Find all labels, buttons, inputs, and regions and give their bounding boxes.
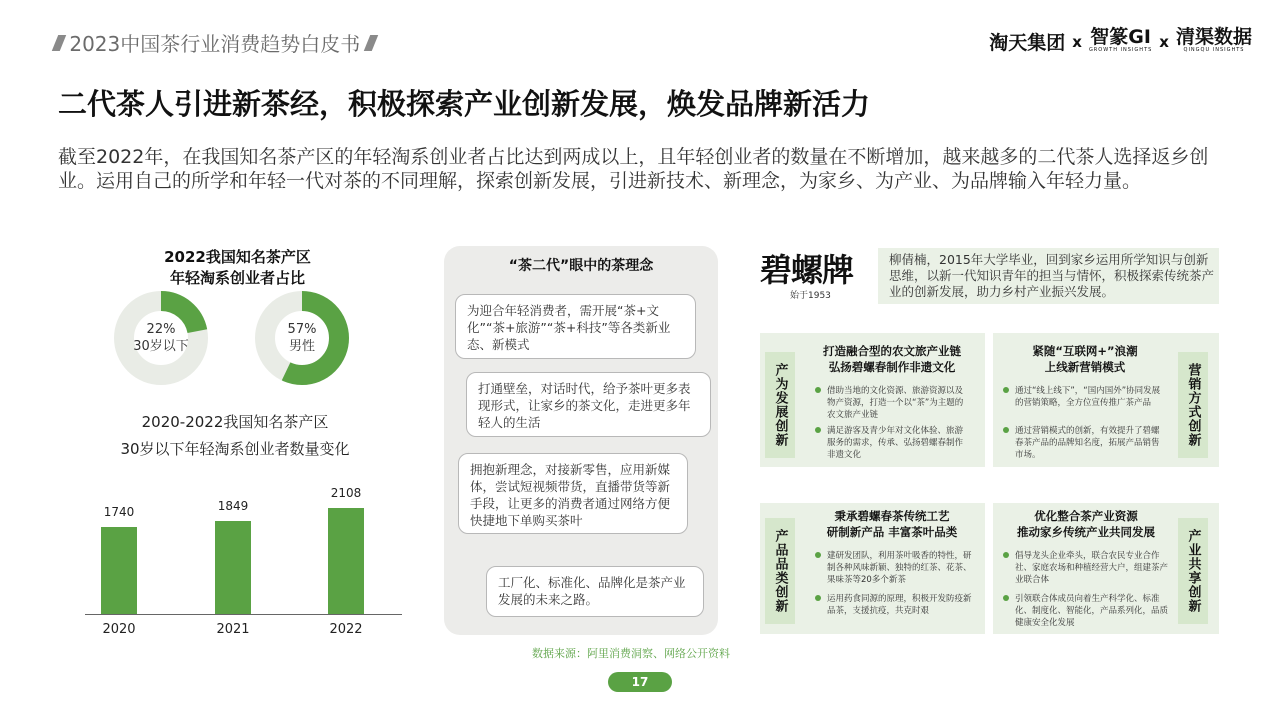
brand-logos (989, 27, 1252, 53)
bullet-dot-icon (1003, 595, 1009, 601)
donut-gender-label: 57% 男性 (287, 322, 317, 354)
panel-title: “茶二代”眼中的茶理念 (508, 258, 654, 274)
card-bullet: 运用药食同源的原理，积极开发防疫新品茶，支援抗疫，共克时艰 (815, 593, 975, 617)
profile-text: 柳倩楠，2015年大学毕业，回到家乡运用所学知识与创新思维，以新一代知识青年的担当与情怀，积极探索传统茶产业的创新发展，助力乡村产业振兴发展。 (889, 252, 1215, 299)
bullet-dot-icon (815, 387, 821, 393)
bar-category-label: 2021 (216, 622, 250, 637)
report-title-text: 2023中国茶行业消费趋势白皮书 (69, 32, 361, 56)
bar-chart-baseline (85, 614, 402, 615)
bar-value-label: 1849 (217, 499, 249, 513)
brand-zhizhuan: 智篆GI GROWTH INSIGHTS (1088, 26, 1153, 53)
bullet-dot-icon (1003, 387, 1009, 393)
brand-qingqu: 清渠数据 QINGQU INSIGHTS (1175, 26, 1252, 53)
card-title-product: 秉承碧螺春茶传统工艺 研制新产品 丰富茶叶品类 (826, 509, 958, 539)
bullet-dot-icon (815, 427, 821, 433)
card-bullet: 借助当地的文化资源、旅游资源以及物产资源，打造一个以“茶”为主题的农文旅产业链 (815, 385, 970, 421)
report-title (55, 28, 375, 57)
bar-2021 (215, 521, 251, 614)
card-bullet: 通过“线上线下”，“国内国外”协同发展的营销策略，全方位宣传推广茶产品 (1003, 385, 1163, 409)
slash-decoration-right (363, 35, 377, 51)
bar-value-label: 1740 (103, 505, 135, 519)
card-label-industry: 产业共享创新 (1178, 518, 1208, 624)
concept-box-1: 为迎合年轻消费者，需开展“茶+文化”“茶+旅游”“茶+科技”等各类新业态、新模式 (455, 294, 696, 359)
bullet-dot-icon (815, 552, 821, 558)
page-headline: 二代茶人引进新茶经，积极探索产业创新发展，焕发品牌新活力 (58, 87, 871, 121)
brand-separator: x (1072, 33, 1082, 51)
bar-value-label: 2108 (330, 486, 362, 500)
brand-taotian: 淘天集团 (989, 32, 1066, 54)
intro-paragraph: 截至2022年，在我国知名茶产区的年轻淘系创业者占比达到两成以上，且年轻创业者的数量在不断增加，越来越多的二代茶人选择返乡创业。运用自己的所学和年轻一代对茶的不同理解，探索创新发展，引进新技术、新理念，为家乡、为产业、为品牌输入年轻力量。 (58, 146, 1209, 192)
card-title-culture: 打造融合型的农文旅产业链 弘扬碧螺春制作非遗文化 (823, 344, 961, 374)
bar-chart-title: 2020-2022我国知名茶产区 30岁以下年轻淘系创业者数量变化 (120, 413, 350, 458)
concept-box-4: 工厂化、标准化、品牌化是茶产业发展的未来之路。 (486, 566, 704, 617)
donut-age-label: 22% 30岁以下 (133, 322, 189, 354)
card-bullet: 引领联合体成员向着生产科学化、标准化、制度化、智能化，产品系列化，品质健康安全化发展 (1003, 593, 1171, 629)
bar-2022 (328, 508, 364, 614)
card-title-industry: 优化整合茶产业资源 推动家乡传统产业共同发展 (1017, 509, 1155, 539)
card-bullet: 倡导龙头企业牵头，联合农民专业合作社、家庭农场和种植经营大户，组建茶产业联合体 (1003, 550, 1171, 586)
tea-concept-panel (444, 246, 718, 635)
card-bullet: 通过营销模式的创新，有效提升了碧螺春茶产品的品牌知名度，拓展产品销售市场。 (1003, 425, 1163, 461)
bar-category-label: 2020 (102, 622, 136, 637)
bullet-dot-icon (1003, 427, 1009, 433)
brand-separator: x (1159, 33, 1169, 51)
card-label-culture: 产为发展创新 (765, 352, 795, 458)
bullet-dot-icon (815, 595, 821, 601)
bar-2020 (101, 527, 137, 614)
data-source: 数据来源：阿里消费洞察、网络公开资料 (532, 647, 730, 660)
slash-decoration-left (52, 35, 66, 51)
concept-box-2: 打通壁垒，对话时代，给予茶叶更多表现形式，让家乡的茶文化，走进更多年轻人的生活 (466, 372, 711, 437)
card-bullet: 建研发团队，利用茶叶吸香的特性，研制各种风味新颖、独特的红茶、花茶、果味茶等20多个新茶 (815, 550, 975, 586)
card-label-marketing: 营销方式创新 (1178, 352, 1208, 458)
bullet-dot-icon (1003, 552, 1009, 558)
card-label-product: 产品品类创新 (765, 518, 795, 624)
bar-category-label: 2022 (329, 622, 363, 637)
concept-box-3: 拥抱新理念，对接新零售，应用新媒体，尝试短视频带货，直播带货等新手段，让更多的消费者通过网络方便快捷地下单购买茶叶 (458, 453, 688, 534)
card-title-marketing: 紧随“互联网+”浪潮 上线新营销模式 (1032, 344, 1138, 374)
donut-chart-title: 2022我国知名茶产区 年轻淘系创业者占比 (164, 248, 311, 287)
card-bullet: 满足游客及青少年对文化体验、旅游服务的需求，传承、弘扬碧螺春制作非遗文化 (815, 425, 970, 461)
biluo-brand-logo: 碧螺牌 始于1953 (760, 251, 854, 301)
page-number: 17 (608, 672, 672, 692)
